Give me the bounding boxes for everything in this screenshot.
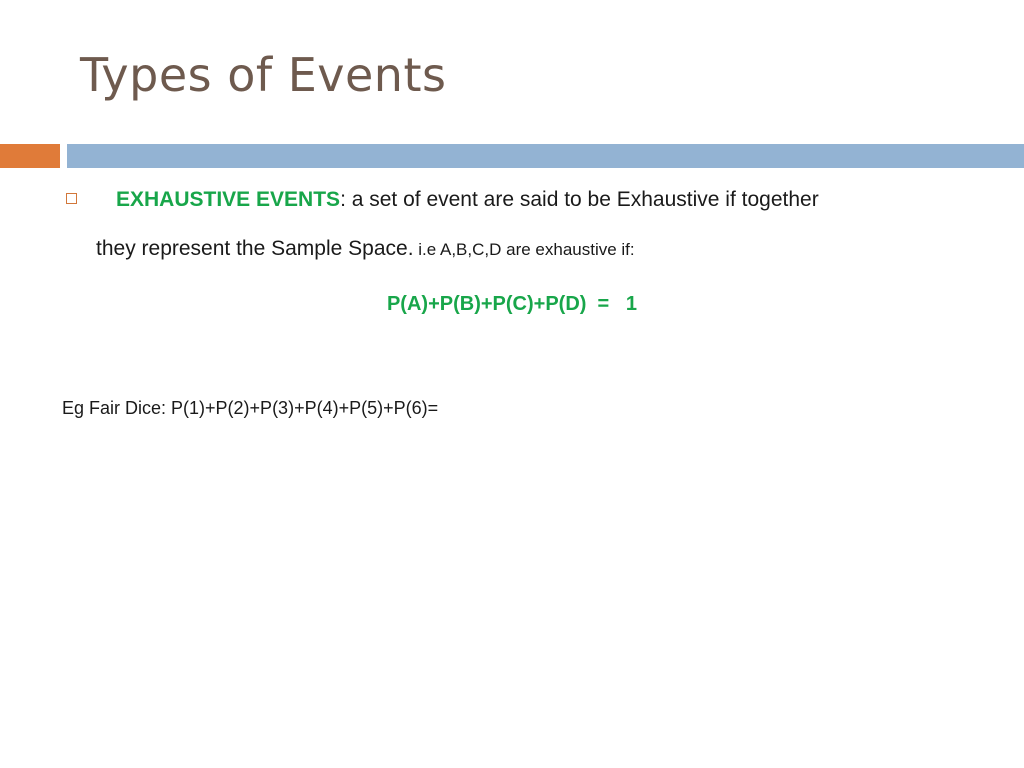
bullet-line-2	[96, 235, 635, 264]
title-accent-bar-blue	[67, 144, 1024, 168]
exhaustive-events-term: EXHAUSTIVE EVENTS	[116, 188, 341, 211]
slide-title: Types of Events	[80, 48, 447, 102]
title-accent-bar-orange	[0, 144, 60, 168]
fair-dice-example: Eg Fair Dice: P(1)+P(2)+P(3)+P(4)+P(5)+P(6)=	[62, 398, 439, 418]
definition-text-line-2: they represent the Sample Space.	[96, 237, 414, 260]
definition-example-text: i.e A,B,C,D are exhaustive if:	[413, 240, 635, 259]
definition-text-line-1: a set of event are said to be Exhaustive if together	[345, 188, 819, 211]
term-colon: :	[340, 188, 346, 211]
square-bullet-icon	[66, 193, 77, 204]
bullet-line-1	[116, 186, 819, 214]
probability-sum-formula: P(A)+P(B)+P(C)+P(D) = 1	[386, 293, 638, 315]
